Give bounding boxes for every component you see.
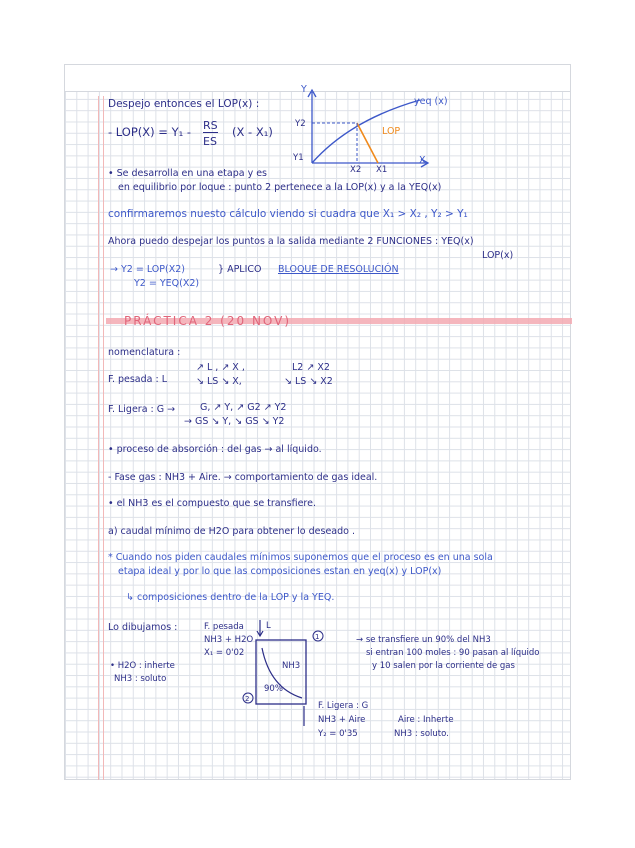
graph-lop-label: LOP <box>382 126 401 137</box>
text-line: NH3 + Aire <box>318 715 366 725</box>
text-line: ↳ composiciones dentro de la LOP y la YEQ. <box>126 592 335 603</box>
text-line: ↗ L , ↗ X , <box>196 362 245 373</box>
text-line: L <box>266 621 271 631</box>
text-line: BLOQUE DE RESOLUCIÓN <box>278 264 399 275</box>
text-line: Aire : Inherte <box>398 715 454 725</box>
margin-line <box>98 96 99 780</box>
text-line: F. Ligera : G → <box>108 404 176 415</box>
text-line: → GS ↘ Y, ↘ GS ↘ Y2 <box>184 416 285 427</box>
text-line: confirmaremos nuesto cálculo viendo si cuadra que X₁ > X₂ , Y₂ > Y₁ <box>108 208 468 220</box>
graph-x1: X1 <box>376 165 388 175</box>
text-line: NH3 : soluto <box>114 674 167 684</box>
text-line: y 10 salen por la corriente de gas <box>372 661 515 671</box>
text-line: Despejo entonces el LOP(x) : <box>108 98 260 110</box>
graph-y-label: Y <box>301 84 307 95</box>
text-line: si entran 100 moles : 90 pasan al líquido <box>366 648 540 658</box>
text-line: 2 <box>245 695 250 703</box>
text-line: • el NH3 es el compuesto que se transfiere. <box>108 498 316 509</box>
text-line: } APLICO <box>218 264 262 275</box>
equation-den: ES <box>203 135 217 148</box>
text-line: * Cuando nos piden caudales mínimos suponemos que el proceso es en una sola <box>108 552 493 563</box>
text-line: nomenclatura : <box>108 347 181 358</box>
text-line: → Y2 = LOP(X2) <box>110 264 185 275</box>
section-title: PRÁCTICA 2 (20 NOV) <box>124 314 292 328</box>
graph-curve-label: yeq (x) <box>414 96 448 107</box>
text-line: F. pesada <box>204 622 244 632</box>
text-line: NH3 : soluto. <box>394 729 449 739</box>
equation-num: RS <box>203 119 218 132</box>
text-line: ↘ LS ↘ X, <box>196 376 242 387</box>
text-line: • H2O : inherte <box>110 661 175 671</box>
text-line: a) caudal mínimo de H2O para obtener lo deseado . <box>108 526 355 537</box>
text-line: G, ↗ Y, ↗ G2 ↗ Y2 <box>200 402 287 413</box>
text-line: NH3 <box>282 661 301 671</box>
text-line: Lo dibujamos : <box>108 622 178 633</box>
equation-right: (X - X₁) <box>232 125 273 139</box>
text-line: F. Ligera : G <box>318 701 369 711</box>
text-line: 1 <box>315 633 320 641</box>
text-line: ↘ LS ↘ X2 <box>284 376 333 387</box>
text-line: L2 ↗ X2 <box>292 362 330 373</box>
equation-left: - LOP(X) = Y₁ - <box>108 125 192 139</box>
text-line: • proceso de absorción : del gas → al líquido. <box>108 444 322 455</box>
text-line: etapa ideal y por lo que las composiciones estan en yeq(x) y LOP(x) <box>118 566 442 577</box>
text-line: - Fase gas : NH3 + Aire. → comportamiento de gas ideal. <box>108 472 378 483</box>
text-line: NH3 + H2O <box>204 635 254 645</box>
text-line: en equilibrio por loque : punto 2 pertenece a la LOP(x) y a la YEQ(x) <box>118 182 442 193</box>
text-line: 90% <box>264 684 283 694</box>
text-line: Y2 = YEQ(X2) <box>134 278 200 289</box>
text-line: Y₂ = 0'35 <box>318 729 358 739</box>
margin-line <box>103 96 104 780</box>
text-line: → se transfiere un 90% del NH3 <box>356 635 491 645</box>
text-line: Ahora puedo despejar los puntos a la salida mediante 2 FUNCIONES : YEQ(x) <box>108 236 474 247</box>
text-line: LOP(x) <box>482 250 514 261</box>
graph-y2: Y2 <box>295 119 306 129</box>
text-line: F. pesada : L <box>108 374 168 385</box>
yeq-curve <box>312 100 420 163</box>
text-line: X₁ = 0'02 <box>204 648 245 658</box>
graph-x-label: X <box>419 155 426 166</box>
graph-x2: X2 <box>350 165 362 175</box>
text-line: • Se desarrolla en una etapa y es <box>108 168 267 179</box>
graph-y1: Y1 <box>293 153 304 163</box>
lop-line <box>357 123 378 163</box>
